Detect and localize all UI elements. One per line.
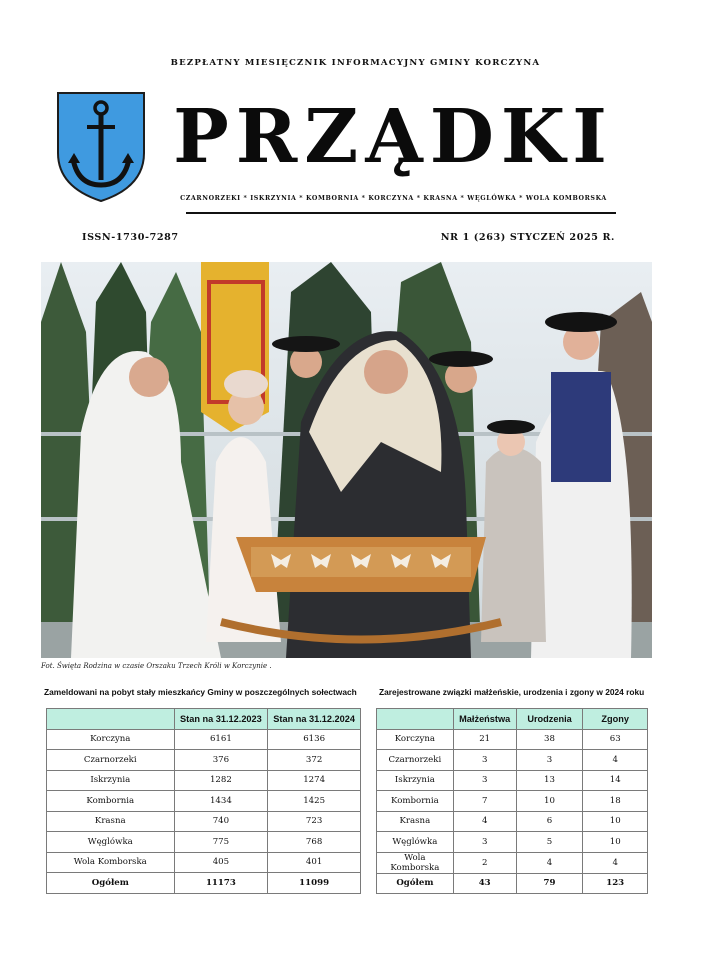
table-total-row xyxy=(377,873,648,894)
table-cell: 79 xyxy=(516,873,583,894)
table-cell: 38 xyxy=(516,729,583,750)
table-row xyxy=(47,729,361,750)
table-cell: 740 xyxy=(174,811,268,832)
table-cell: 723 xyxy=(268,811,361,832)
table-cell: 1425 xyxy=(268,791,361,812)
table-row xyxy=(47,750,361,771)
table-cell: 11099 xyxy=(268,873,361,894)
table-cell: Czarnorzeki xyxy=(47,750,175,771)
table-cell: 768 xyxy=(268,832,361,853)
table-cell: 372 xyxy=(268,750,361,771)
table-cell: Węglówka xyxy=(377,832,454,853)
table-cell: Ogółem xyxy=(47,873,175,894)
masthead-rule xyxy=(186,212,616,214)
table-total-row xyxy=(47,873,361,894)
table-cell: 43 xyxy=(453,873,516,894)
table-cell: 6161 xyxy=(174,729,268,750)
table-cell: 3 xyxy=(453,770,516,791)
table-cell: Iskrzynia xyxy=(377,770,454,791)
table-cell: 11173 xyxy=(174,873,268,894)
table-row xyxy=(47,811,361,832)
table-cell: Wola Komborska xyxy=(377,852,454,873)
table-cell: Kombornia xyxy=(47,791,175,812)
table-cell: 405 xyxy=(174,852,268,873)
table-cell: 3 xyxy=(516,750,583,771)
table-row xyxy=(377,791,648,812)
table-row xyxy=(47,832,361,853)
table-cell: 123 xyxy=(583,873,648,894)
table-row xyxy=(377,852,648,873)
residents-table xyxy=(46,708,361,894)
table-header-cell: Stan na 31.12.2023 xyxy=(174,709,268,730)
table-row xyxy=(377,770,648,791)
residents-table-title: Zameldowani na pobyt stały mieszkańcy Gminy w poszczególnych sołectwach xyxy=(44,687,357,697)
table-header-cell: Zgony xyxy=(583,709,648,730)
table-cell: 7 xyxy=(453,791,516,812)
table-row xyxy=(47,791,361,812)
cover-photo xyxy=(41,262,652,658)
table-cell: 1274 xyxy=(268,770,361,791)
table-cell: 1282 xyxy=(174,770,268,791)
table-cell: 10 xyxy=(583,832,648,853)
issue-number: NR 1 (263) STYCZEŃ 2025 R. xyxy=(440,232,615,243)
table-header-cell: Stan na 31.12.2024 xyxy=(268,709,361,730)
table-cell: Wola Komborska xyxy=(47,852,175,873)
table-cell: 6136 xyxy=(268,729,361,750)
table-header-cell xyxy=(377,709,454,730)
masthead-title: PRZĄDKI xyxy=(173,94,614,180)
table-cell: Węglówka xyxy=(47,832,175,853)
table-row xyxy=(47,852,361,873)
events-table xyxy=(376,708,648,894)
table-cell: 13 xyxy=(516,770,583,791)
photo-caption: Fot. Święta Rodzina w czasie Orszaku Trzech Króli w Korczynie . xyxy=(41,662,272,670)
table-cell: 376 xyxy=(174,750,268,771)
table-cell: 4 xyxy=(583,750,648,771)
table-cell: Korczyna xyxy=(47,729,175,750)
table-header-cell: Urodzenia xyxy=(516,709,583,730)
table-cell: 4 xyxy=(583,852,648,873)
villages-line: CZARNORZEKI * ISKRZYNIA * KOMBORNIA * KORCZYNA * KRASNA * WĘGLÓWKA * WOLA KOMBORSKA xyxy=(180,195,607,202)
table-cell: 10 xyxy=(516,791,583,812)
table-row xyxy=(377,750,648,771)
table-cell: 401 xyxy=(268,852,361,873)
table-row xyxy=(47,770,361,791)
table-cell: 4 xyxy=(453,811,516,832)
table-cell: 4 xyxy=(516,852,583,873)
table-cell: 775 xyxy=(174,832,268,853)
table-cell: 6 xyxy=(516,811,583,832)
table-cell: 5 xyxy=(516,832,583,853)
table-cell: 2 xyxy=(453,852,516,873)
table-cell: 14 xyxy=(583,770,648,791)
table-cell: Czarnorzeki xyxy=(377,750,454,771)
table-header-row xyxy=(377,709,648,730)
table-cell: 63 xyxy=(583,729,648,750)
anchor-coat-of-arms-icon xyxy=(56,91,146,203)
table-cell: 10 xyxy=(583,811,648,832)
table-cell: Kombornia xyxy=(377,791,454,812)
table-cell: Krasna xyxy=(377,811,454,832)
table-cell: 21 xyxy=(453,729,516,750)
table-cell: 1434 xyxy=(174,791,268,812)
table-header-cell xyxy=(47,709,175,730)
tagline: BEZPŁATNY MIESIĘCZNIK INFORMACYJNY GMINY KORCZYNA xyxy=(170,58,541,68)
table-cell: 18 xyxy=(583,791,648,812)
events-table-title: Zarejestrowane związki małżeńskie, urodzenia i zgony w 2024 roku xyxy=(379,687,645,697)
table-cell: 3 xyxy=(453,750,516,771)
table-cell: Korczyna xyxy=(377,729,454,750)
table-row xyxy=(377,811,648,832)
table-cell: 3 xyxy=(453,832,516,853)
table-header-cell: Małżeństwa xyxy=(453,709,516,730)
table-cell: Iskrzynia xyxy=(47,770,175,791)
table-row xyxy=(377,832,648,853)
issn-number: ISSN-1730-7287 xyxy=(82,232,179,243)
table-row xyxy=(377,729,648,750)
table-cell: Krasna xyxy=(47,811,175,832)
table-cell: Ogółem xyxy=(377,873,454,894)
table-header-row xyxy=(47,709,361,730)
